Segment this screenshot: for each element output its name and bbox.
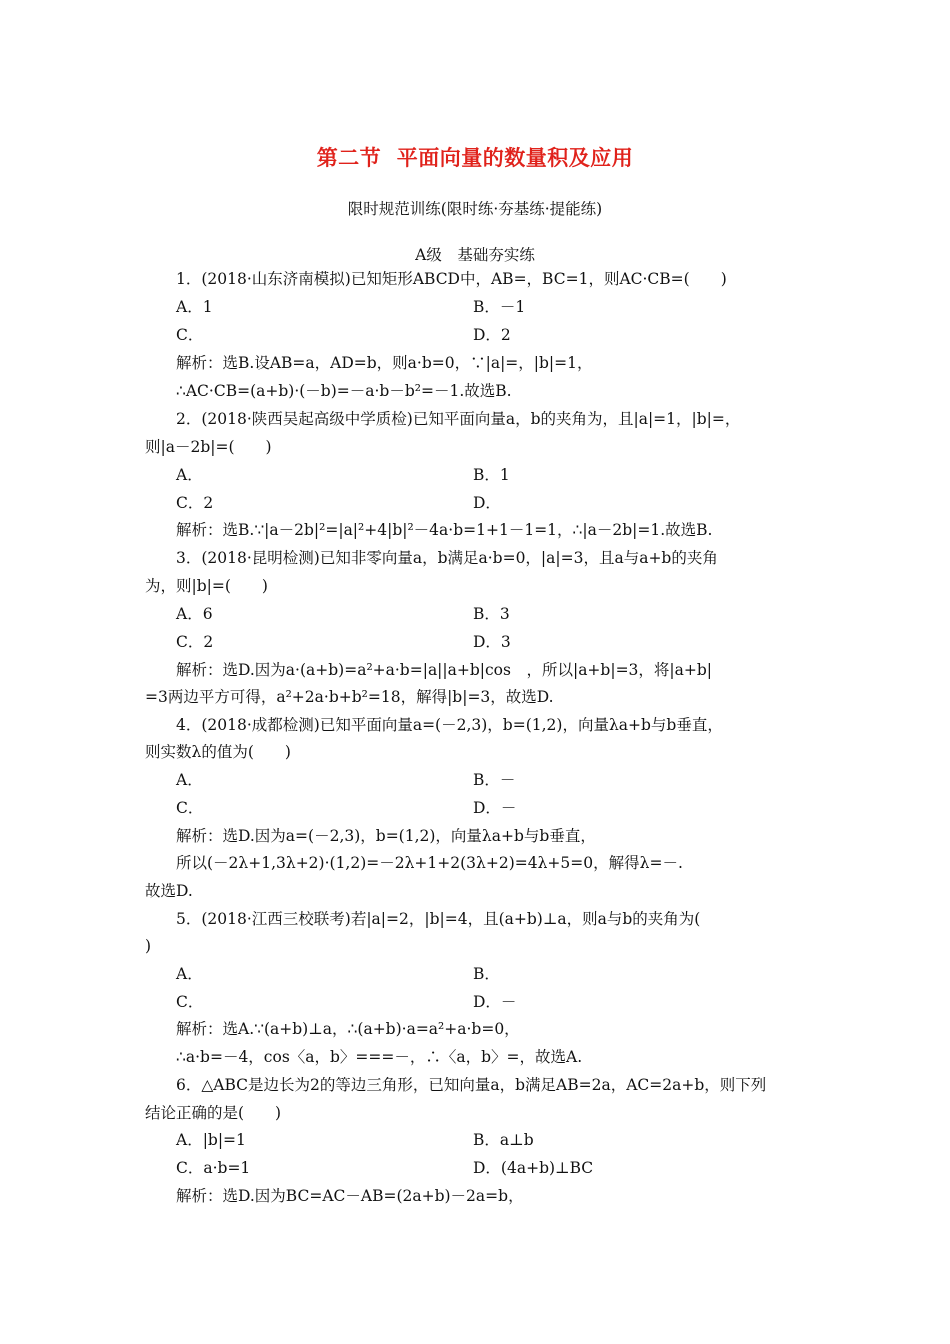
question-4-option-b: B．－ bbox=[473, 771, 516, 789]
question-4-option-c: C． bbox=[176, 799, 204, 817]
question-4-solution-line-1: 解析：选D.因为a=(－2,3)，b=(1,2)，向量λa+b与b垂直， bbox=[176, 827, 596, 845]
question-4-solution-line-2: 所以(－2λ+1,3λ+2)·(1,2)=－2λ+1+2(3λ+2)=4λ+5=0，解得λ=－. bbox=[176, 854, 683, 872]
question-5-option-d: D．－ bbox=[473, 993, 517, 1011]
section-heading: A级 基础夯实练 bbox=[415, 246, 535, 264]
question-5-stem-line-1: 5．(2018·江西三校联考)若|a|=2，|b|=4，且(a+b)⊥a，则a与b的夹角为( bbox=[176, 910, 701, 928]
question-2-solution-line-1: 解析：选B.∵|a－2b|²=|a|²+4|b|²－4a·b=1+1－1=1，∴|a－2b|=1.故选B. bbox=[176, 521, 713, 539]
question-3-option-a: A．6 bbox=[176, 605, 213, 623]
question-3-option-c: C．2 bbox=[176, 633, 214, 651]
question-2-option-b: B．1 bbox=[473, 466, 510, 484]
question-1-option-a: A．1 bbox=[176, 298, 213, 316]
question-2-stem-line-2: 则|a－2b|=( ) bbox=[145, 438, 272, 456]
question-6-option-b: B．a⊥b bbox=[473, 1131, 534, 1149]
question-6-stem-line-2: 结论正确的是( ) bbox=[145, 1104, 282, 1122]
question-6-option-d: D．(4a+b)⊥BC bbox=[473, 1159, 594, 1177]
question-3-solution-line-2: =3两边平方可得，a²+2a·b+b²=18，解得|b|=3，故选D. bbox=[145, 688, 554, 706]
question-5-solution-line-2: ∴a·b=－4，cos〈a，b〉===－，∴〈a，b〉=，故选A. bbox=[176, 1048, 583, 1066]
question-6-option-a: A．|b|=1 bbox=[176, 1131, 246, 1149]
page-subtitle: 限时规范训练(限时练·夯基练·提能练) bbox=[347, 200, 603, 218]
question-6-option-c: C．a·b=1 bbox=[176, 1159, 251, 1177]
question-4-option-d: D．－ bbox=[473, 799, 517, 817]
question-4-option-a: A． bbox=[176, 771, 203, 789]
question-3-stem-line-2: 为，则|b|=( ) bbox=[145, 577, 268, 595]
question-2-option-c: C．2 bbox=[176, 494, 214, 512]
question-6-solution-line-1: 解析：选D.因为BC=AC－AB=(2a+b)－2a=b， bbox=[176, 1187, 524, 1205]
question-1-option-c: C． bbox=[176, 326, 204, 344]
question-3-option-b: B．3 bbox=[473, 605, 510, 623]
question-3-option-d: D．3 bbox=[473, 633, 511, 651]
question-5-option-b: B． bbox=[473, 965, 500, 983]
question-6-stem-line-1: 6．△ABC是边长为2的等边三角形，已知向量a，b满足AB=2a，AC=2a+b，则下列 bbox=[176, 1076, 767, 1094]
question-1-solution-line-2: ∴AC·CB=(a+b)·(－b)=－a·b－b²=－1.故选B. bbox=[176, 382, 512, 400]
question-2-option-a: A． bbox=[176, 466, 203, 484]
question-1-stem: 1．(2018·山东济南模拟)已知矩形ABCD中，AB=，BC=1，则AC·CB=( ) bbox=[176, 270, 727, 288]
question-1-option-b: B．－1 bbox=[473, 298, 526, 316]
question-1-option-d: D．2 bbox=[473, 326, 511, 344]
question-5-option-c: C． bbox=[176, 993, 204, 1011]
question-2-stem-line-1: 2．(2018·陕西吴起高级中学质检)已知平面向量a，b的夹角为，且|a|=1，|b|=， bbox=[176, 410, 741, 428]
question-5-option-a: A． bbox=[176, 965, 203, 983]
question-5-stem-line-2: ) bbox=[145, 937, 152, 955]
page-title: 第二节 平面向量的数量积及应用 bbox=[316, 146, 634, 170]
question-1-solution-line-1: 解析：选B.设AB=a，AD=b，则a·b=0，∵|a|=，|b|=1， bbox=[176, 354, 593, 372]
question-4-stem-line-1: 4．(2018·成都检测)已知平面向量a=(－2,3)，b=(1,2)，向量λa+b与b垂直， bbox=[176, 716, 723, 734]
question-3-stem-line-1: 3．(2018·昆明检测)已知非零向量a，b满足a·b=0，|a|=3，且a与a+b的夹角 bbox=[176, 549, 718, 567]
question-5-solution-line-1: 解析：选A.∵(a+b)⊥a，∴(a+b)·a=a²+a·b=0， bbox=[176, 1020, 520, 1038]
question-2-option-d: D． bbox=[473, 494, 501, 512]
question-4-stem-line-2: 则实数λ的值为( ) bbox=[145, 743, 291, 761]
question-3-solution-line-1: 解析：选D.因为a·(a+b)=a²+a·b=|a||a+b|cos ，所以|a+b|=3，将|a+b| bbox=[176, 661, 713, 679]
question-4-solution-line-3: 故选D. bbox=[145, 882, 193, 900]
